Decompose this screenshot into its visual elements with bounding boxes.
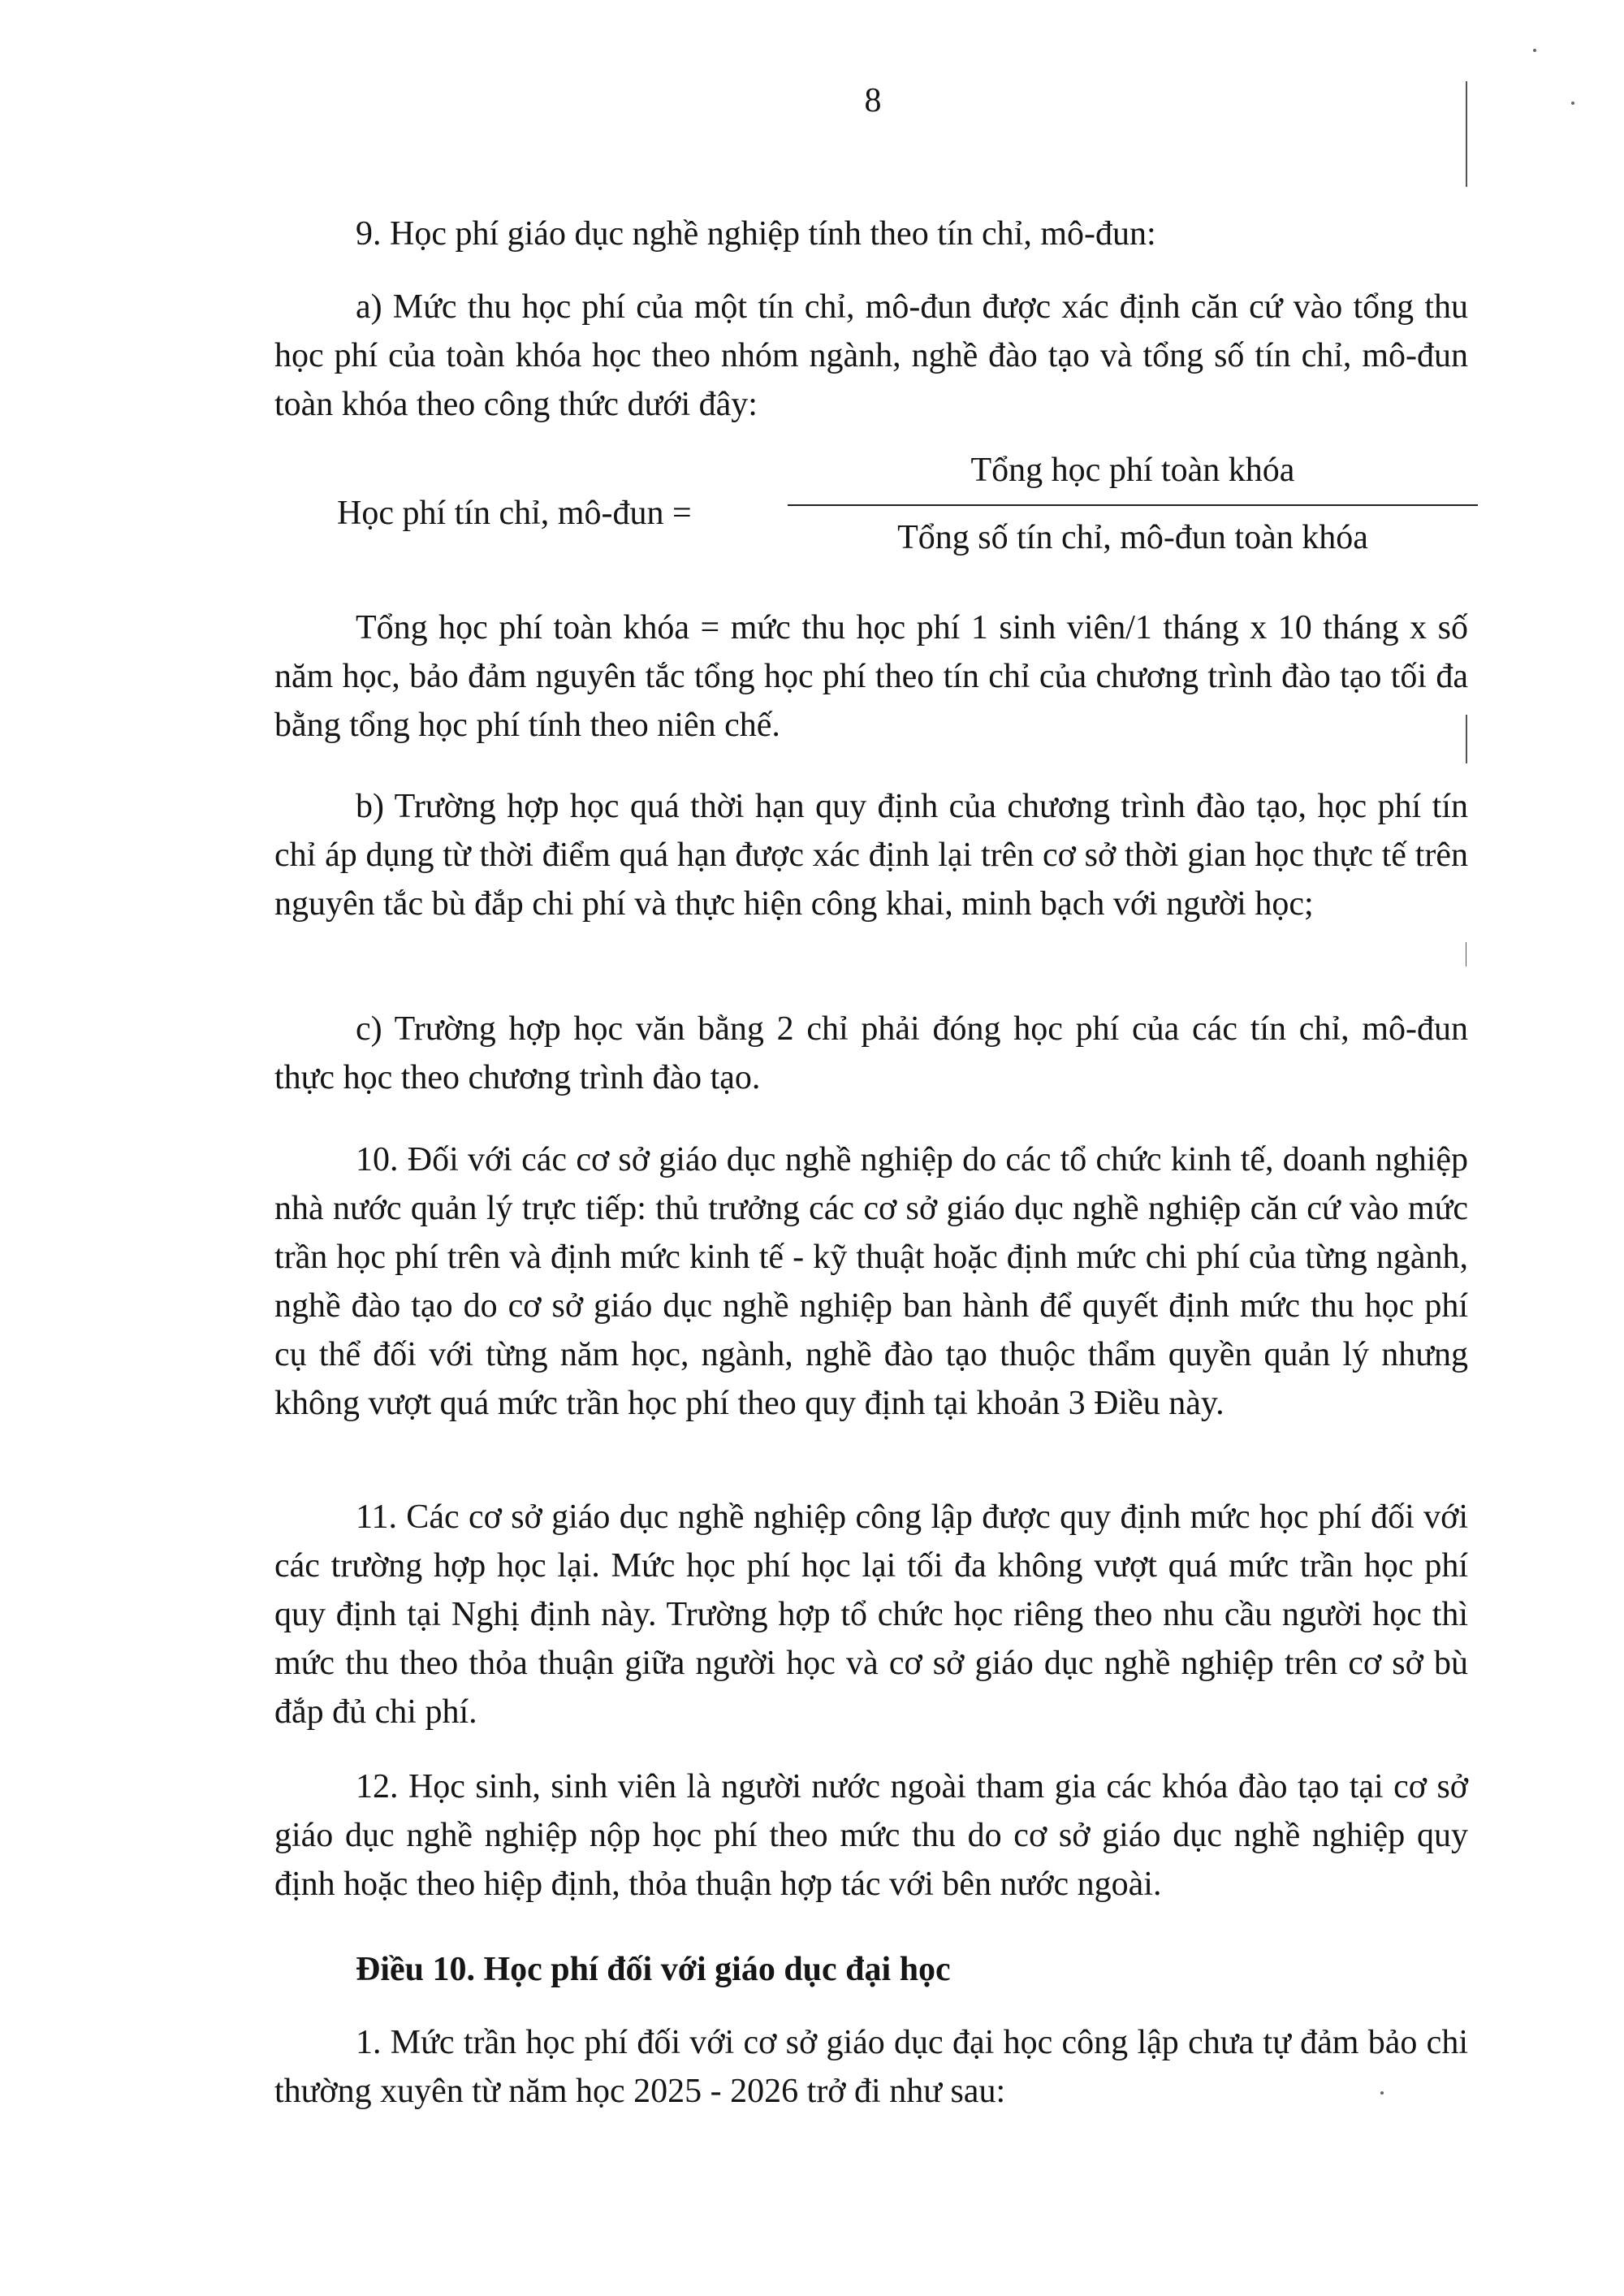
formula-numerator: Tổng học phí toàn khóa [970,452,1295,489]
section-9c-block [274,1005,1468,1102]
section-11-paragraph: 11. Các cơ sở giáo dục nghề nghiệp công lập được quy định mức học phí đối với các trường hợp học lại. Mức học phí học lại tối đa không vượt quá mức trần học phí quy định tại Nghị định này. Trường hợp tổ chức học riêng theo nhu cầu người học thì mức thu theo thỏa thuận giữa người học và cơ sở giáo dục nghề nghiệp trên cơ sở bù đắp đủ chi phí. [274,1498,1468,1731]
formula-denominator: Tổng số tín chỉ, mô-đun toàn khóa [897,519,1368,556]
section-10-paragraph: 10. Đối với các cơ sở giáo dục nghề nghiệp do các tổ chức kinh tế, doanh nghiệp nhà nước quản lý trực tiếp: thủ trưởng các cơ sở giáo dục nghề nghiệp căn cứ vào mức trần học phí trên và định mức kinh tế - kỹ thuật hoặc định mức chi phí của từng ngành, nghề đào tạo do cơ sở giáo dục nghề nghiệp ban hành để quyết định mức thu học phí cụ thể đối với từng năm học, ngành, nghề đào tạo thuộc thẩm quyền quản lý nhưng không vượt quá mức trần học phí theo quy định tại khoản 3 Điều này. [274,1141,1468,1422]
article-10-heading-block [274,1945,1468,1994]
scan-speck [1380,2091,1384,2095]
section-11-block [274,1493,1468,1736]
section-12-block [274,1762,1468,1909]
total-fee-block [274,603,1468,750]
section-9-title-block [274,210,1468,258]
formula-label: Học phí tín chỉ, mô-đun = [337,495,692,532]
section-9a-paragraph: a) Mức thu học phí của một tín chỉ, mô-đun được xác định căn cứ vào tổng thu học phí của toàn khóa học theo nhóm ngành, nghề đào tạo và tổng số tín chỉ, mô-đun toàn khóa theo công thức dưới đây: [274,288,1468,423]
section-12-paragraph: 12. Học sinh, sinh viên là người nước ngoài tham gia các khóa đào tạo tại cơ sở giáo dục nghề nghiệp nộp học phí theo mức thu do cơ sở giáo dục nghề nghiệp quy định hoặc theo hiệp định, thỏa thuận hợp tác với bên nước ngoài. [274,1768,1468,1903]
section-9b-block [274,782,1468,928]
section-9a-block [274,283,1468,429]
section-9c-paragraph: c) Trường hợp học văn bằng 2 chỉ phải đóng học phí của các tín chỉ, mô-đun thực học theo chương trình đào tạo. [274,1010,1468,1096]
scan-speck [1571,102,1574,105]
article-10-heading: Điều 10. Học phí đối với giáo dục đại học [356,1951,951,1988]
section-9b-paragraph: b) Trường hợp học quá thời hạn quy định của chương trình đào tạo, học phí tín chỉ áp dụng từ thời điểm quá hạn được xác định lại trên cơ sở thời gian học thực tế trên nguyên tắc bù đắp chi phí và thực hiện công khai, minh bạch với người học; [274,788,1468,923]
fraction-bar [788,504,1478,506]
article-10-item-1-block [274,2018,1468,2116]
scan-speck [1533,49,1536,52]
article-10-item-1: 1. Mức trần học phí đối với cơ sở giáo dục đại học công lập chưa tự đảm bảo chi thường xuyên từ năm học 2025 - 2026 trở đi như sau: [274,2024,1468,2110]
section-10-block [274,1135,1468,1428]
scan-margin-line [1466,715,1467,763]
scan-margin-line [1466,81,1467,187]
total-fee-paragraph: Tổng học phí toàn khóa = mức thu học phí 1 sinh viên/1 tháng x 10 tháng x số năm học, bảo đảm nguyên tắc tổng học phí theo tín chỉ của chương trình đào tạo tối đa bằng tổng học phí tính theo niên chế. [274,609,1468,744]
section-9-title: 9. Học phí giáo dục nghề nghiệp tính theo tín chỉ, mô-đun: [356,215,1156,253]
fee-formula [337,451,1474,573]
page-number: 8 [864,82,882,119]
